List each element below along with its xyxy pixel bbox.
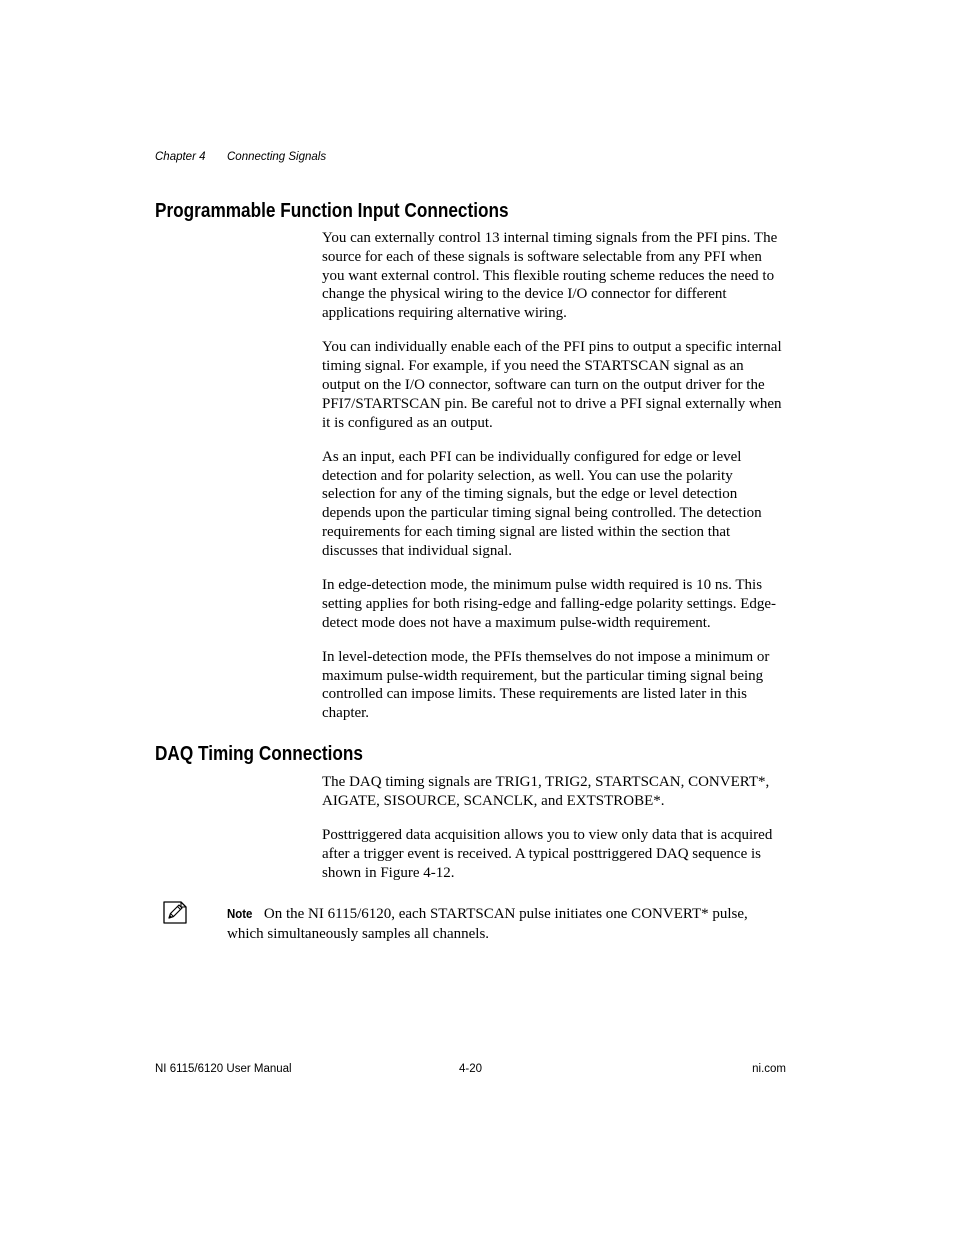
paragraph: The DAQ timing signals are TRIG1, TRIG2, STARTSCAN, CONVERT*, AIGATE, SISOURCE, SCANCLK, and EXTSTROBE*. xyxy=(322,774,770,809)
note-block xyxy=(227,904,783,944)
footer-manual-title: NI 6115/6120 User Manual xyxy=(155,1063,292,1075)
paragraph: You can externally control 13 internal timing signals from the PFI pins. The source for each of these signals is software selectable from any PFI when you want external control. This flexible routing scheme reduces the need to change the physical wiring to the device I/O connector for different applications requiring alternative wiring. xyxy=(322,230,778,322)
paragraph: Posttriggered data acquisition allows you to view only data that is acquired after a trigger event is received. A typical posttriggered DAQ sequence is shown in Figure 4-12. xyxy=(322,826,773,881)
running-header xyxy=(155,150,326,164)
paragraph: You can individually enable each of the PFI pins to output a specific internal timing signal. For example, if you need the STARTSCAN signal as an output on the I/O connector, software can turn on the output driver for the PFI7/STARTSCAN pin. Be careful not to drive a PFI signal externally when it is configured as an output. xyxy=(322,339,782,431)
note-pencil-icon xyxy=(160,897,190,927)
footer-website: ni.com xyxy=(752,1063,786,1075)
chapter-title: Connecting Signals xyxy=(227,151,327,163)
note-label: Note xyxy=(227,906,253,921)
paragraph: In level-detection mode, the PFIs themselves do not impose a minimum or maximum pulse-width requirement, but the particular timing signal being controlled can impose limits. These requirements are listed later in this chapter. xyxy=(322,648,770,722)
section-heading-pfi: Programmable Function Input Connections xyxy=(155,200,509,222)
section-body-pfi xyxy=(322,229,784,738)
footer-page-number: 4-20 xyxy=(459,1063,483,1075)
paragraph: In edge-detection mode, the minimum pulse width required is 10 ns. This setting applies for both rising-edge and falling-edge polarity settings. Edge-detect mode does not have a maximum pulse-width requirement. xyxy=(322,576,777,631)
section-heading-daq: DAQ Timing Connections xyxy=(155,743,363,765)
section-body-daq xyxy=(322,773,784,898)
chapter-number: Chapter 4 xyxy=(155,151,206,163)
paragraph: As an input, each PFI can be individually configured for edge or level detection and for polarity selection, as well. You can use the polarity selection for any of the timing signals, but the edge or level detection depends upon the particular timing signal being controlled. The detection requirements for each timing signal are listed within the section that discusses that individual signal. xyxy=(322,448,762,559)
note-text: On the NI 6115/6120, each STARTSCAN pulse initiates one CONVERT* pulse, which simultaneously samples all channels. xyxy=(227,906,748,942)
